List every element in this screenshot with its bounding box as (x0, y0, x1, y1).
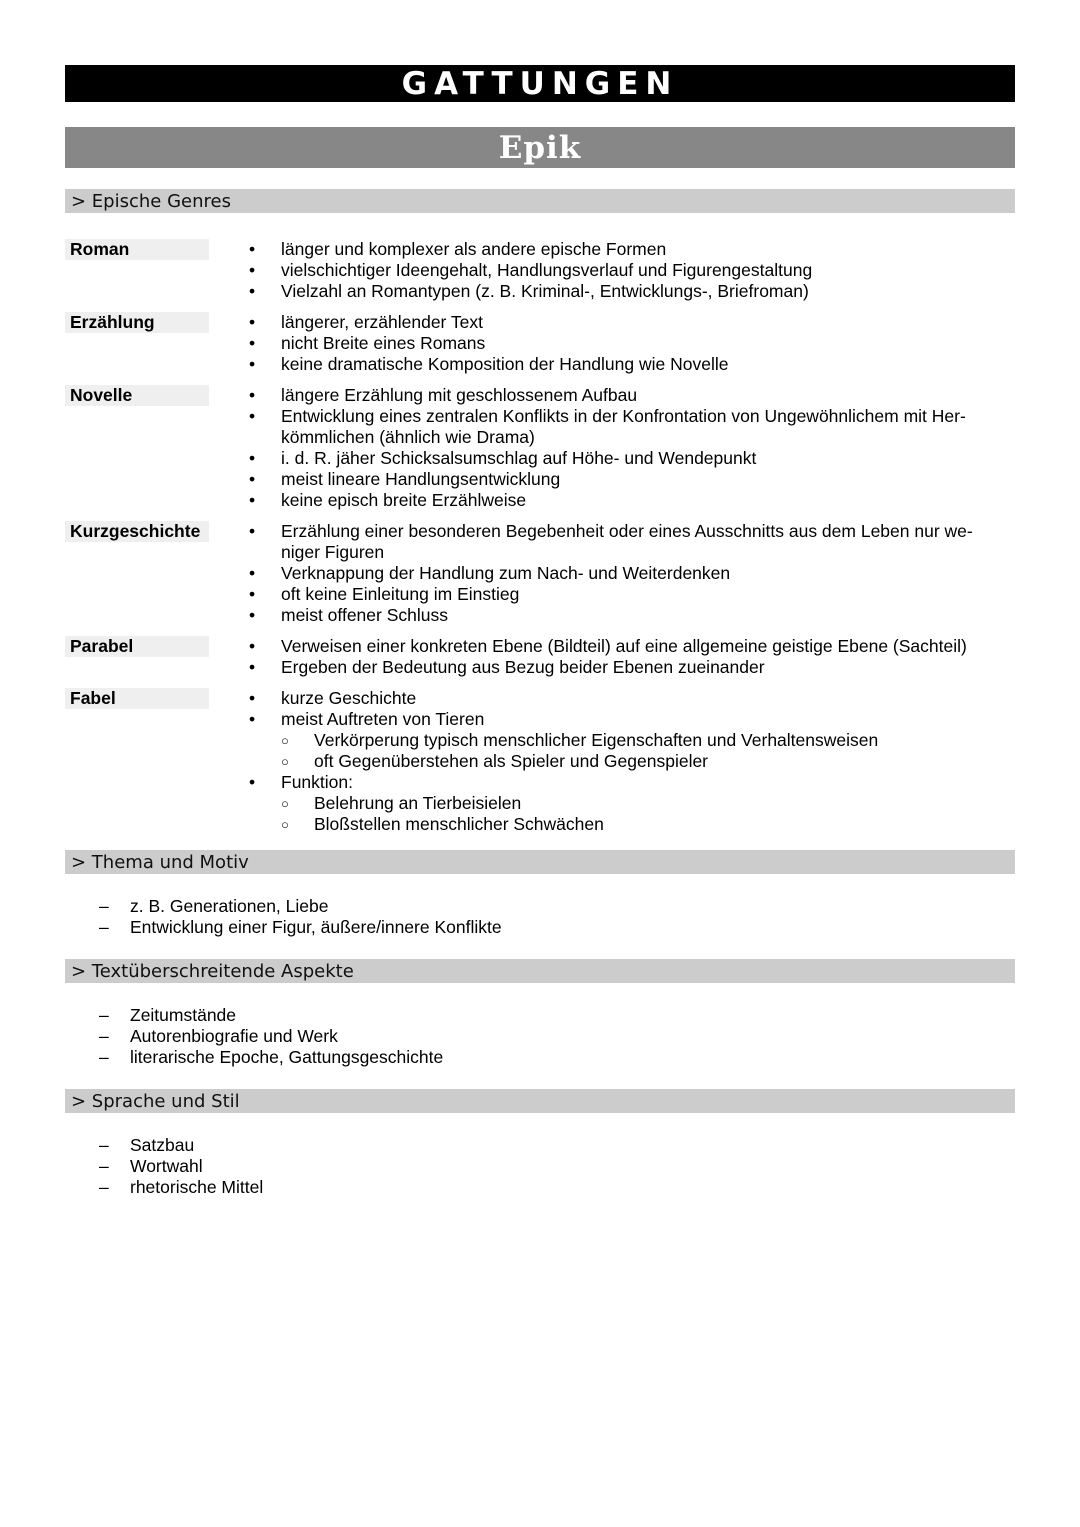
bullet-icon: • (249, 333, 256, 353)
bullet-text (281, 605, 995, 626)
dash-item (99, 896, 1015, 917)
sub-bullet-item (249, 751, 995, 772)
bullet-text (281, 239, 995, 260)
bullet-text (281, 406, 995, 448)
bullet-icon: • (249, 448, 256, 468)
sub-bullet-text: Bloßstellen menschlicher Schwächen (314, 814, 604, 834)
bullet-icon: • (249, 709, 256, 729)
bullet-text-line: längere Erzählung mit geschlossenem Aufbau (281, 385, 638, 405)
dash-icon: – (99, 1005, 109, 1025)
bullet-text-line: vielschichtiger Ideengehalt, Handlungsverlauf und Figurengestaltung (281, 260, 813, 280)
section-header-epische-genres: > Epische Genres (65, 189, 1015, 213)
bullet-item (249, 563, 995, 584)
bullet-text-continuation: kömmlichen (ähnlich wie Drama) (281, 427, 535, 447)
genre-row (65, 385, 1015, 511)
bullet-item (249, 657, 995, 678)
circle-bullet-icon: ○ (281, 733, 289, 748)
page-subtitle: Epik (65, 127, 1015, 168)
genre-term: Fabel (65, 688, 209, 709)
bullet-text (281, 521, 995, 563)
genre-row (65, 239, 1015, 302)
bullet-text (281, 281, 995, 302)
genre-term: Erzählung (65, 312, 209, 333)
dash-item (99, 1047, 1015, 1068)
bullet-text-line: Erzählung einer besonderen Begebenheit oder eines Ausschnitts aus dem Leben nur we- (281, 521, 973, 541)
bullet-text (281, 709, 995, 730)
bullet-text-line: keine dramatische Komposition der Handlung wie Novelle (281, 354, 729, 374)
genre-row (65, 521, 1015, 626)
genre-items (249, 521, 995, 626)
genre-items (249, 636, 995, 678)
bullet-item (249, 260, 995, 281)
dash-text: Zeitumstände (130, 1005, 237, 1025)
bullet-item (249, 385, 995, 406)
bullet-icon: • (249, 281, 256, 301)
bullet-text (281, 448, 995, 469)
section-header-sprache-stil: > Sprache und Stil (65, 1089, 1015, 1113)
genre-items (249, 312, 995, 375)
genre-items (249, 688, 995, 835)
bullet-text-line: oft keine Einleitung im Einstieg (281, 584, 520, 604)
bullet-text (281, 333, 995, 354)
sub-bullet-item (249, 730, 995, 751)
dash-icon: – (99, 896, 109, 916)
bullet-icon: • (249, 490, 256, 510)
bullet-icon: • (249, 354, 256, 374)
document-page (65, 65, 1015, 1198)
theme-list (65, 896, 1015, 938)
bullet-item (249, 406, 995, 448)
genre-items (249, 239, 995, 302)
genre-items (249, 385, 995, 511)
bullet-item (249, 469, 995, 490)
dash-icon: – (99, 1026, 109, 1046)
genre-term: Kurzgeschichte (65, 521, 209, 542)
bullet-icon: • (249, 385, 256, 405)
circle-bullet-icon: ○ (281, 754, 289, 769)
bullet-icon: • (249, 563, 256, 583)
genre-row (65, 688, 1015, 835)
dash-item (99, 1177, 1015, 1198)
dash-item (99, 1135, 1015, 1156)
bullet-text-continuation: niger Figuren (281, 542, 385, 562)
dash-icon: – (99, 1135, 109, 1155)
bullet-item (249, 688, 995, 709)
genre-term: Roman (65, 239, 209, 260)
bullet-text (281, 260, 995, 281)
bullet-text-line: Entwicklung eines zentralen Konflikts in der Konfrontation von Ungewöhnlichem mit Her- (281, 406, 966, 426)
bullet-text (281, 354, 995, 375)
bullet-item (249, 584, 995, 605)
section-header-textueberschreitende-aspekte: > Textüberschreitende Aspekte (65, 959, 1015, 983)
bullet-icon: • (249, 657, 256, 677)
bullet-text (281, 469, 995, 490)
genre-row (65, 312, 1015, 375)
bullet-text-line: kurze Geschichte (281, 688, 417, 708)
page-title: GATTUNGEN (65, 65, 1015, 102)
bullet-item (249, 312, 995, 333)
bullet-item (249, 448, 995, 469)
dash-icon: – (99, 917, 109, 937)
aspects-list (65, 1005, 1015, 1068)
bullet-text-line: Ergeben der Bedeutung aus Bezug beider Ebenen zueinander (281, 657, 765, 677)
bullet-text-line: nicht Breite eines Romans (281, 333, 486, 353)
bullet-text (281, 657, 995, 678)
genre-term: Novelle (65, 385, 209, 406)
bullet-text-line: keine episch breite Erzählweise (281, 490, 527, 510)
bullet-text-line: meist offener Schluss (281, 605, 448, 625)
bullet-text (281, 636, 995, 657)
dash-item (99, 1005, 1015, 1026)
bullet-text (281, 688, 995, 709)
sub-bullet-text: Verkörperung typisch menschlicher Eigenschaften und Verhaltensweisen (314, 730, 879, 750)
dash-text: Satzbau (130, 1135, 195, 1155)
bullet-text-line: Vielzahl an Romantypen (z. B. Kriminal-, Entwicklungs-, Briefroman) (281, 281, 809, 301)
dash-text: z. B. Generationen, Liebe (130, 896, 329, 916)
sub-bullet-item (249, 793, 995, 814)
dash-icon: – (99, 1047, 109, 1067)
bullet-text-line: i. d. R. jäher Schicksalsumschlag auf Höhe- und Wendepunkt (281, 448, 757, 468)
bullet-icon: • (249, 688, 256, 708)
dash-item (99, 917, 1015, 938)
bullet-item (249, 605, 995, 626)
bullet-icon: • (249, 406, 256, 426)
section-header-thema-motiv: > Thema und Motiv (65, 850, 1015, 874)
dash-text: Wortwahl (130, 1156, 203, 1176)
bullet-text (281, 772, 995, 793)
sub-bullet-text: Belehrung an Tierbeisielen (314, 793, 522, 813)
bullet-icon: • (249, 772, 256, 792)
bullet-text (281, 563, 995, 584)
sub-bullet-text: oft Gegenüberstehen als Spieler und Gegenspieler (314, 751, 709, 771)
bullet-icon: • (249, 239, 256, 259)
bullet-text (281, 490, 995, 511)
genre-list (65, 239, 1015, 835)
bullet-item (249, 709, 995, 730)
bullet-item (249, 333, 995, 354)
dash-text: literarische Epoche, Gattungsgeschichte (130, 1047, 444, 1067)
bullet-text (281, 312, 995, 333)
dash-text: Autorenbiografie und Werk (130, 1026, 338, 1046)
bullet-text-line: länger und komplexer als andere epische Formen (281, 239, 667, 259)
bullet-icon: • (249, 584, 256, 604)
bullet-text-line: meist lineare Handlungsentwicklung (281, 469, 561, 489)
bullet-icon: • (249, 605, 256, 625)
bullet-text-line: Verknappung der Handlung zum Nach- und Weiterdenken (281, 563, 731, 583)
bullet-icon: • (249, 312, 256, 332)
bullet-item (249, 281, 995, 302)
bullet-text (281, 385, 995, 406)
genre-term: Parabel (65, 636, 209, 657)
bullet-item (249, 521, 995, 563)
dash-item (99, 1026, 1015, 1047)
sub-bullet-item (249, 814, 995, 835)
dash-text: Entwicklung einer Figur, äußere/innere Konflikte (130, 917, 502, 937)
circle-bullet-icon: ○ (281, 796, 289, 811)
circle-bullet-icon: ○ (281, 817, 289, 832)
dash-item (99, 1156, 1015, 1177)
dash-icon: – (99, 1156, 109, 1176)
bullet-item (249, 354, 995, 375)
dash-text: rhetorische Mittel (130, 1177, 264, 1197)
bullet-item (249, 636, 995, 657)
bullet-text (281, 584, 995, 605)
style-list (65, 1135, 1015, 1198)
bullet-item (249, 772, 995, 793)
dash-icon: – (99, 1177, 109, 1197)
bullet-icon: • (249, 469, 256, 489)
bullet-icon: • (249, 260, 256, 280)
bullet-text-line: meist Auftreten von Tieren (281, 709, 485, 729)
bullet-item (249, 490, 995, 511)
genre-row (65, 636, 1015, 678)
bullet-text-line: längerer, erzählender Text (281, 312, 484, 332)
bullet-text-line: Verweisen einer konkreten Ebene (Bildteil) auf eine allgemeine geistige Ebene (Sachteil) (281, 636, 967, 656)
bullet-text-line: Funktion: (281, 772, 353, 792)
bullet-item (249, 239, 995, 260)
bullet-icon: • (249, 521, 256, 541)
bullet-icon: • (249, 636, 256, 656)
